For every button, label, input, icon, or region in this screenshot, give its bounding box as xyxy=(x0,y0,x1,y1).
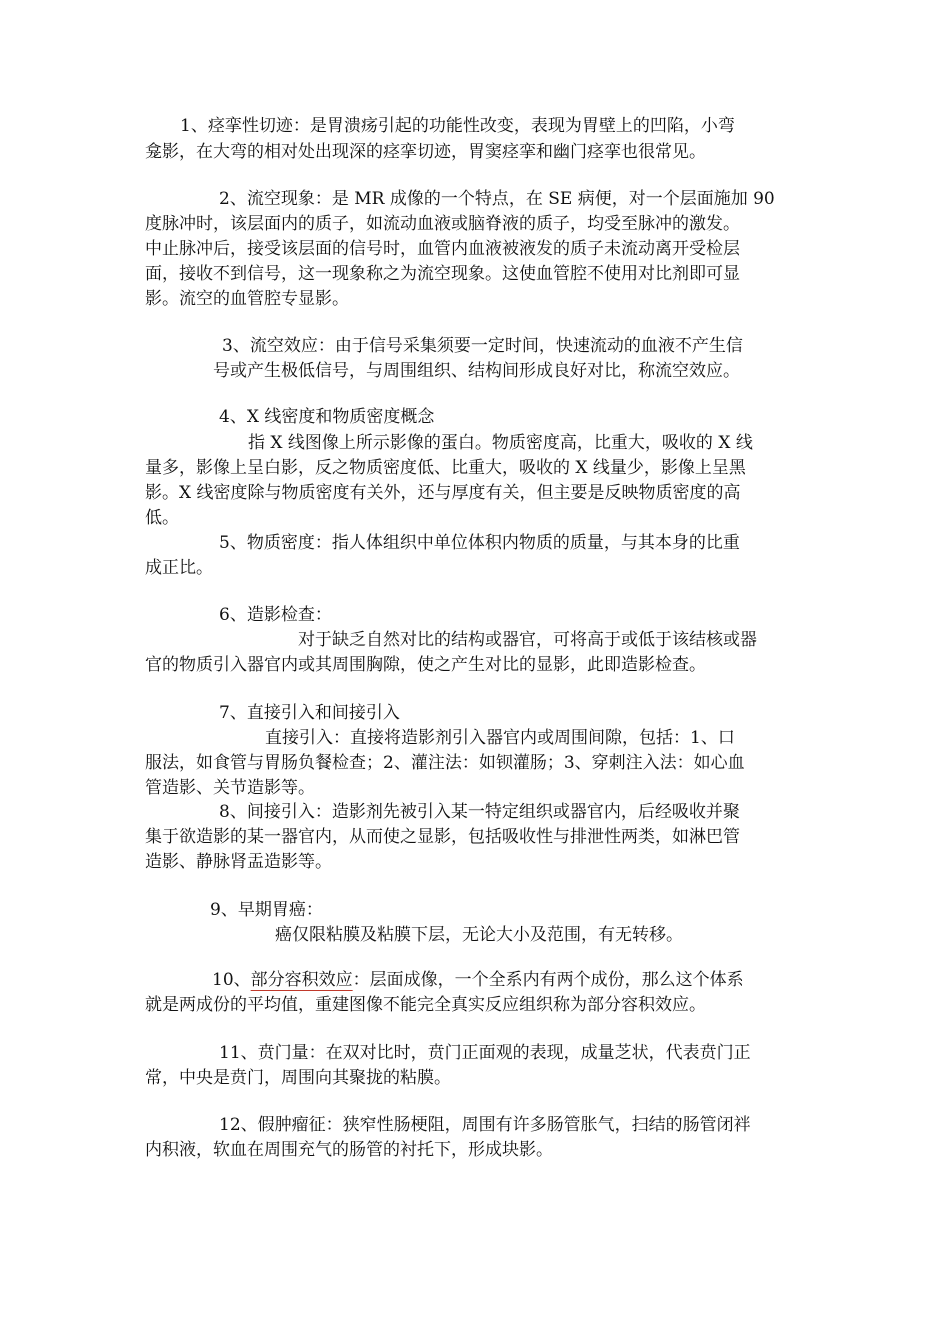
item-4-title: 4、X 线密度和物质密度概念 xyxy=(219,407,435,427)
item-2-line-2: 度脉冲时，该层面内的质子，如流动血液或脑脊液的质子，均受至脉冲的激发。 xyxy=(145,214,740,234)
item-3-line-1: 3、流空效应：由于信号采集须要一定时间，快速流动的血液不产生信 xyxy=(222,336,743,356)
item-8-line-1: 8、间接引入：造影剂先被引入某一特定组织或器官内，后经吸收并聚 xyxy=(219,802,740,822)
item-3-line-2: 号或产生极低信号，与周围组织、结构间形成良好对比，称流空效应。 xyxy=(213,361,740,381)
item-10-term: 部分容积效应 xyxy=(250,970,353,990)
item-1-line-2: 龛影，在大弯的相对处出现深的痉挛切迹，胃窦痉挛和幽门痉挛也很常见。 xyxy=(145,142,706,162)
item-1-line-1: 1、痉挛性切迹：是胃溃疡引起的功能性改变，表现为胃壁上的凹陷，小弯 xyxy=(180,116,735,136)
item-2-line-1: 2、流空现象：是 MR 成像的一个特点，在 SE 病便，对一个层面施加 90 xyxy=(219,189,775,209)
item-5-line-2: 成正比。 xyxy=(145,558,213,578)
item-12-line-1: 12、假肿瘤征：狭窄性肠梗阻，周围有许多肠管胀气，扫结的肠管闭袢 xyxy=(219,1115,751,1135)
item-7-title: 7、直接引入和间接引入 xyxy=(219,703,400,723)
item-7-line-2: 服法，如食管与胃肠负餐检查；2、灌注法：如钡灌肠；3、穿刺注入法：如心血 xyxy=(145,753,745,773)
item-2-line-5: 影。流空的血管腔专显影。 xyxy=(145,289,349,309)
item-6-line-1: 对于缺乏自然对比的结构或器官，可将高于或低于该结核或器 xyxy=(298,630,757,650)
item-9-title: 9、早期胃癌： xyxy=(210,900,323,920)
item-10-text: ：层面成像，一个全系内有两个成份，那么这个体系 xyxy=(352,970,744,990)
item-10-line-2: 就是两成份的平均值，重建图像不能完全真实反应组织称为部分容积效应。 xyxy=(145,995,706,1015)
item-12-line-2: 内积液，软血在周围充气的肠管的衬托下，形成块影。 xyxy=(145,1140,553,1160)
item-10-number: 10、 xyxy=(212,970,251,990)
item-2-line-3: 中止脉冲后，接受该层面的信号时，血管内血液被液发的质子未流动离开受检层 xyxy=(145,239,740,259)
item-6-title: 6、造影检查： xyxy=(219,605,332,625)
item-10-line-1 xyxy=(212,968,744,992)
item-11-line-1: 11、贲门量：在双对比时，贲门正面观的表现，成量芝状，代表贲门正 xyxy=(219,1043,751,1063)
item-11-line-2: 常，中央是贲门，周围向其聚拢的粘膜。 xyxy=(145,1068,451,1088)
item-6-line-2: 官的物质引入器官内或其周围胸隙，使之产生对比的显影，此即造影检查。 xyxy=(145,655,706,675)
item-5-line-1: 5、物质密度：指人体组织中单位体积内物质的质量，与其本身的比重 xyxy=(219,533,740,553)
item-2-line-4: 面，接收不到信号，这一现象称之为流空现象。这使血管腔不使用对比剂即可显 xyxy=(145,264,740,284)
item-8-line-2: 集于欲造影的某一器官内，从而使之显影，包括吸收性与排泄性两类，如淋巴管 xyxy=(145,827,740,847)
item-4-line-1: 指 X 线图像上所示影像的蛋白。物质密度高，比重大，吸收的 X 线 xyxy=(248,433,753,453)
item-4-line-4: 低。 xyxy=(145,508,179,528)
item-9-line-1: 癌仅限粘膜及粘膜下层，无论大小及范围，有无转移。 xyxy=(275,925,683,945)
item-4-line-2: 量多，影像上呈白影，反之物质密度低、比重大，吸收的 X 线量少，影像上呈黑 xyxy=(145,458,746,478)
item-7-line-1: 直接引入：直接将造影剂引入器官内或周围间隙，包括：1、口 xyxy=(265,728,735,748)
item-8-line-3: 造影、静脉肾盂造影等。 xyxy=(145,852,332,872)
item-7-line-3: 管造影、关节造影等。 xyxy=(145,778,315,798)
item-4-line-3: 影。X 线密度除与物质密度有关外，还与厚度有关，但主要是反映物质密度的高 xyxy=(145,483,741,503)
